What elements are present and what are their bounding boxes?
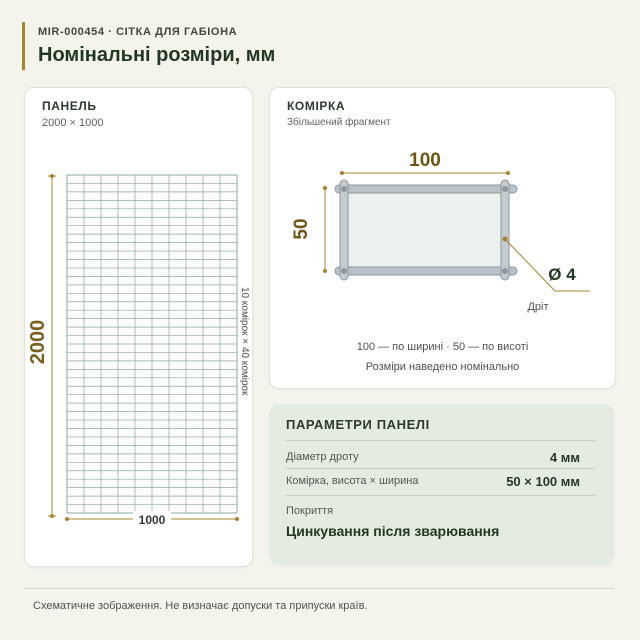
cell-width-dot-left [340,171,344,175]
height-label: 2000 [27,319,49,365]
footer-note: Схематичне зображення. Не визначає допуски та припуски країв. [33,600,368,612]
params-divider-3 [285,495,596,496]
param-value-wire-diameter: 4 мм [549,450,580,465]
param-label-wire-diameter: Діаметр дроту [286,451,359,463]
params-card [269,404,614,565]
cells-count-note: 10 комірок × 40 комірок [239,287,250,396]
cell-wire-left [340,180,348,280]
cell-nominal-note: Розміри наведено номінально [365,361,520,373]
param-value-coating: Цинкування після зварювання [286,523,500,539]
footer-divider [24,588,614,589]
wire-label: Дріт [527,301,549,313]
panel-size: 2000 × 1000 [42,117,104,129]
accent-bar [22,22,25,70]
params-divider-1 [285,440,596,441]
cell-height-label: 50 [291,218,312,240]
param-value-cell-size: 50 × 100 мм [506,474,580,489]
diameter-label: Ø 4 [548,265,576,284]
width-end-dot-right [235,517,239,521]
height-end-dot-top [50,174,54,178]
page-title: Номінальні розміри, мм [38,44,276,66]
height-end-dot-bottom [50,514,54,518]
param-label-coating: Покриття [286,505,334,517]
weld-point-bl [341,268,347,274]
cell-dimensions-caption: 100 — по ширині · 50 — по висоті [356,341,529,353]
panel-drawing [25,88,252,566]
cell-height-dot-top [323,186,327,190]
cell-width-dot-right [506,171,510,175]
cell-wire-bottom [335,267,517,275]
cell-interior [345,191,505,269]
cell-label: КОМІРКА [287,99,346,113]
cell-wire-right [501,180,509,280]
cell-card [269,87,616,389]
width-label: 1000 [138,513,166,527]
cell-wire-top [335,185,517,193]
weld-point-br [502,268,508,274]
panel-label: ПАНЕЛЬ [42,99,97,113]
cell-height-dot-bottom [323,269,327,273]
cell-width-label: 100 [409,150,441,171]
weld-point-tr [502,186,508,192]
panel-mesh-grid [67,175,237,513]
product-sku: MIR-000454 · СІТКА ДЛЯ ГАБІОНА [38,26,238,38]
cell-subtitle: Збільшений фрагмент [287,117,391,128]
panel-card [24,87,253,567]
params-divider-2 [285,468,596,469]
weld-point-tl [341,186,347,192]
params-title: ПАРАМЕТРИ ПАНЕЛІ [286,417,430,432]
width-end-dot-left [65,517,69,521]
param-label-cell-size: Комірка, висота × ширина [286,475,419,487]
